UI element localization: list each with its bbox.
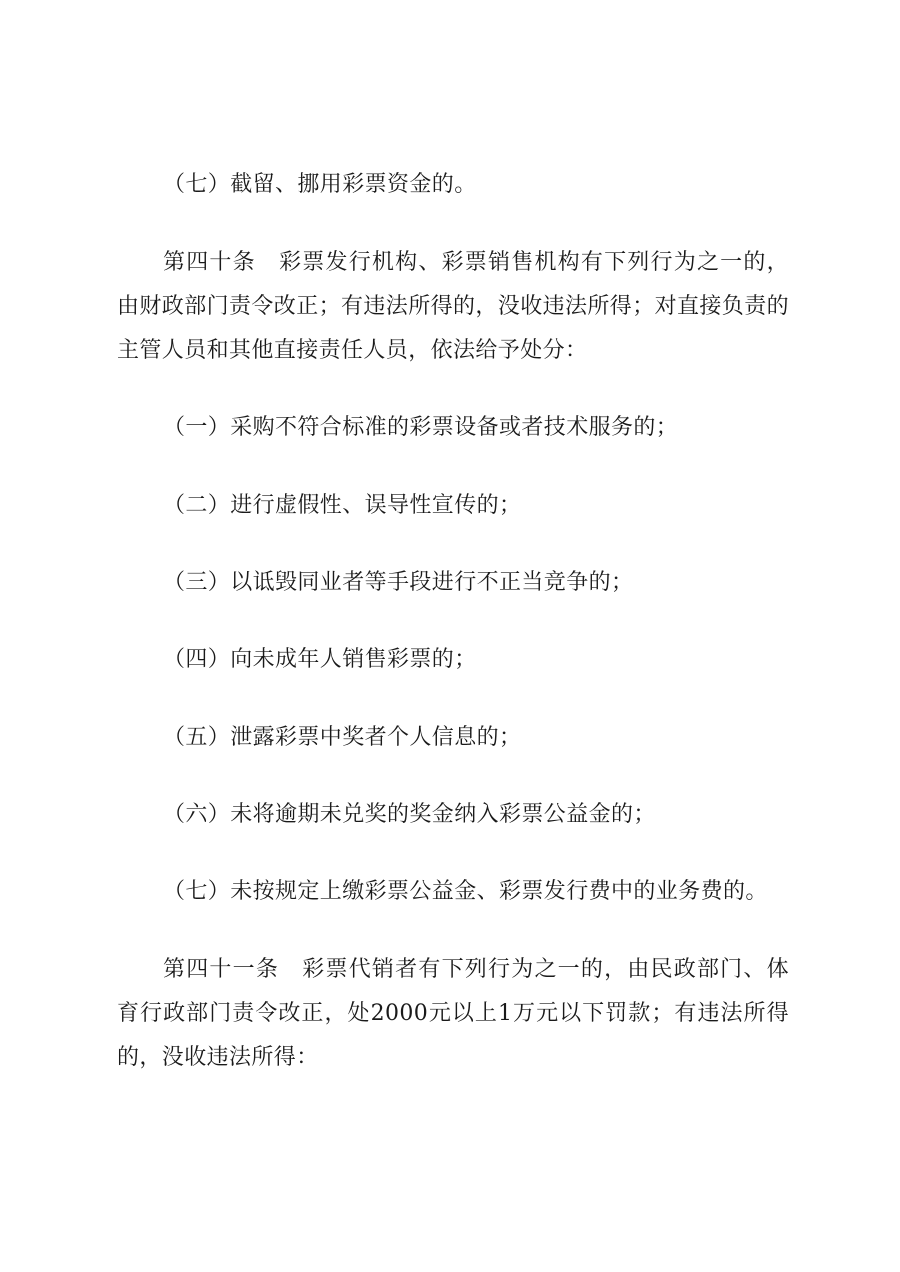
clause-item-six: （六）未将逾期未兑奖的奖金纳入彩票公益金的； [163,802,656,827]
clause-item-three: （三）以诋毁同业者等手段进行不正当竞争的； [163,570,634,595]
clause-item-one: （一）采购不符合标准的彩票设备或者技术服务的； [163,415,679,440]
clause-item-two: （二）进行虚假性、误导性宣传的； [163,493,522,518]
article-41-paragraph: 第四十一条 彩票代销者有下列行为之一的，由民政部门、体育行政部门责令改正，处2000元以上1万元以下罚款；有违法所得的，没收违法所得： [117,957,789,1070]
clause-item-five: （五）泄露彩票中奖者个人信息的； [163,725,522,750]
clause-item-seven: （七）未按规定上缴彩票公益金、彩票发行费中的业务费的。 [163,879,768,904]
article-40-paragraph: 第四十条 彩票发行机构、彩票销售机构有下列行为之一的，由财政部门责令改正；有违法所得的，没收违法所得；对直接负责的主管人员和其他直接责任人员，依法给予处分： [117,250,790,363]
clause-item-four: （四）向未成年人销售彩票的； [163,647,477,672]
clause-item-seven-funds: （七）截留、挪用彩票资金的。 [163,172,477,197]
